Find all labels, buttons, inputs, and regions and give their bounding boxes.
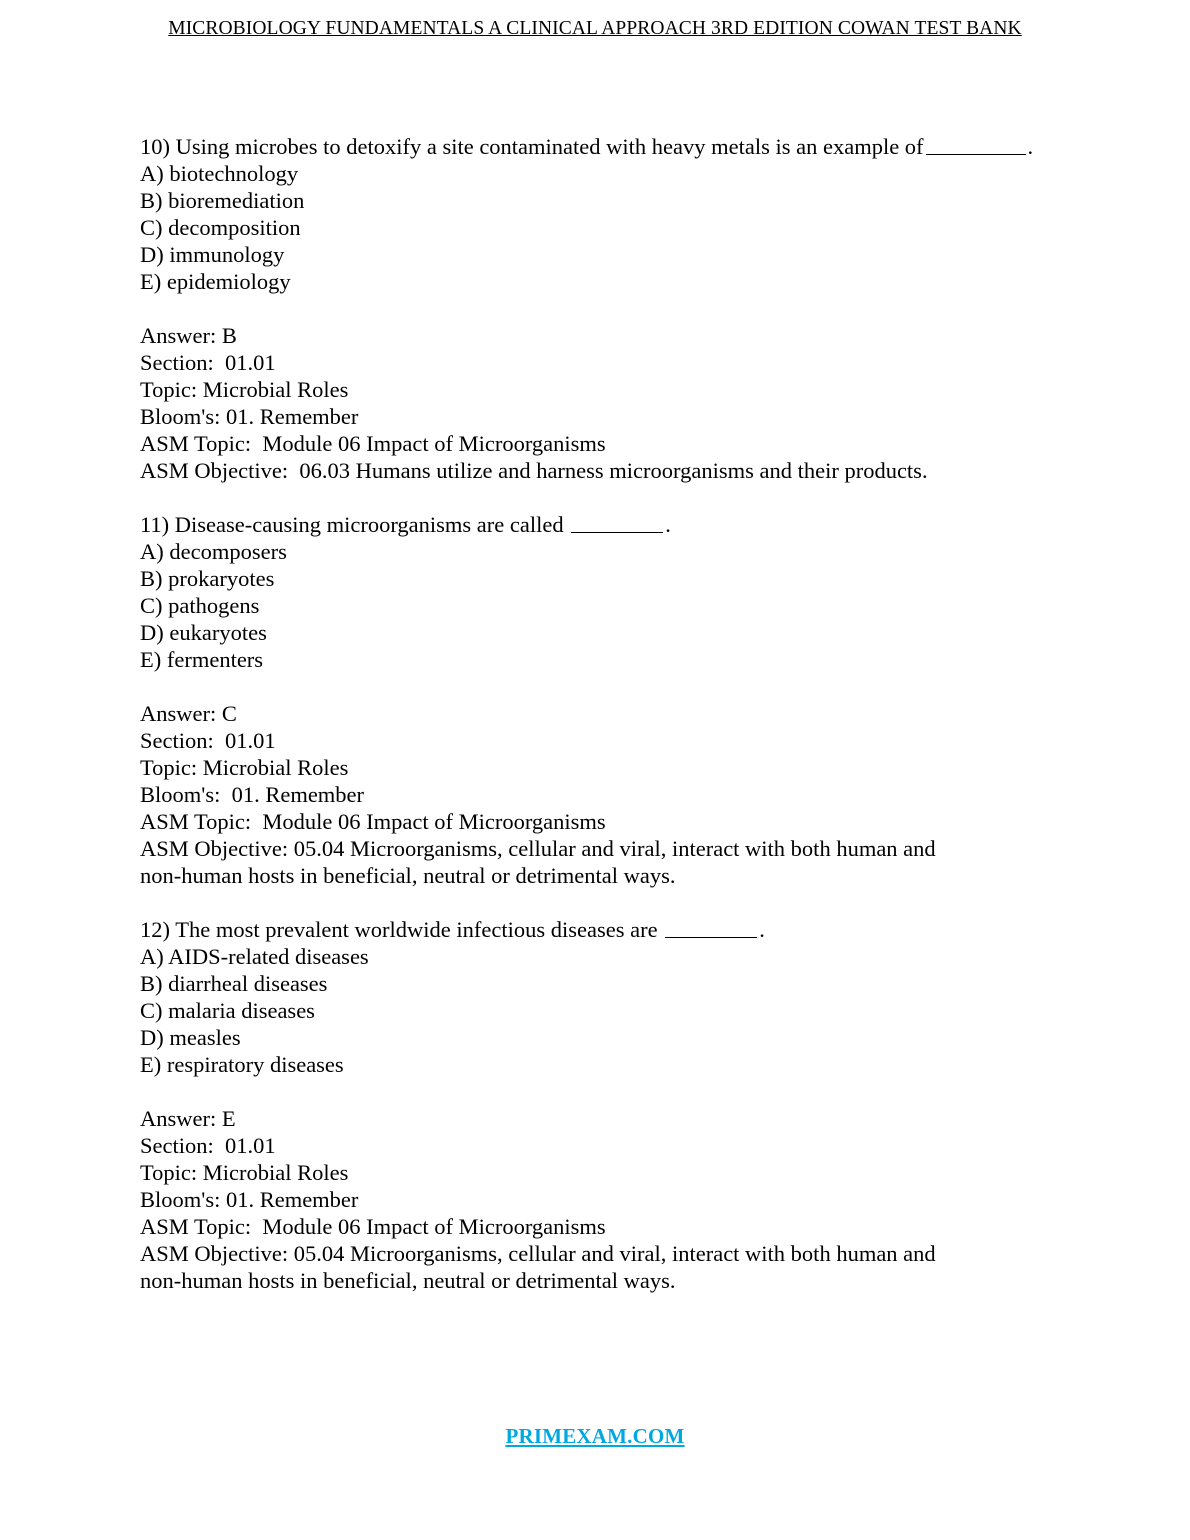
answer-blank bbox=[926, 135, 1026, 155]
option-a: A) decomposers bbox=[140, 539, 287, 564]
question-stem bbox=[140, 133, 1040, 160]
asm-objective-line-continued: non-human hosts in beneficial, neutral or detrimental ways. bbox=[140, 1268, 676, 1293]
question-stem bbox=[140, 916, 1040, 943]
question-stem-suffix: . bbox=[665, 512, 671, 537]
option-e: E) respiratory diseases bbox=[140, 1052, 344, 1077]
blooms-line: Bloom's: 01. Remember bbox=[140, 1187, 359, 1212]
page-header-title: MICROBIOLOGY FUNDAMENTALS A CLINICAL APPROACH 3RD EDITION COWAN TEST BANK bbox=[168, 18, 1022, 39]
topic-line: Topic: Microbial Roles bbox=[140, 377, 349, 402]
section-line: Section: 01.01 bbox=[140, 350, 276, 375]
question-block bbox=[140, 916, 1040, 1078]
option-b: B) prokaryotes bbox=[140, 566, 275, 591]
option-e: E) fermenters bbox=[140, 647, 264, 672]
option-c: C) malaria diseases bbox=[140, 998, 315, 1023]
option-c: C) pathogens bbox=[140, 593, 260, 618]
question-block bbox=[140, 133, 1040, 295]
option-a: A) AIDS-related diseases bbox=[140, 944, 369, 969]
answer-line: Answer: B bbox=[140, 323, 237, 348]
asm-objective-line: ASM Objective: 06.03 Humans utilize and harness microorganisms and their products. bbox=[140, 458, 928, 483]
option-c: C) decomposition bbox=[140, 215, 301, 240]
answer-metadata-block bbox=[140, 322, 1040, 484]
option-e: E) epidemiology bbox=[140, 269, 291, 294]
asm-topic-line: ASM Topic: Module 06 Impact of Microorganisms bbox=[140, 809, 606, 834]
question-stem-text: 12) The most prevalent worldwide infectious diseases are bbox=[140, 917, 664, 942]
topic-line: Topic: Microbial Roles bbox=[140, 755, 349, 780]
answer-metadata-block bbox=[140, 1105, 1040, 1294]
question-stem-text: 11) Disease-causing microorganisms are called bbox=[140, 512, 570, 537]
option-d: D) eukaryotes bbox=[140, 620, 267, 645]
option-b: B) diarrheal diseases bbox=[140, 971, 328, 996]
section-line: Section: 01.01 bbox=[140, 728, 276, 753]
question-stem-suffix: . bbox=[759, 917, 765, 942]
section-line: Section: 01.01 bbox=[140, 1133, 276, 1158]
answer-metadata-block bbox=[140, 700, 1040, 889]
document-body bbox=[140, 133, 1040, 1321]
answer-blank bbox=[571, 513, 663, 533]
asm-objective-line-continued: non-human hosts in beneficial, neutral or detrimental ways. bbox=[140, 863, 676, 888]
question-stem-text: 10) Using microbes to detoxify a site contaminated with heavy metals is an example of bbox=[140, 134, 924, 159]
option-d: D) measles bbox=[140, 1025, 241, 1050]
footer-site-link[interactable]: PRIMEXAM.COM bbox=[505, 1424, 685, 1448]
question-stem bbox=[140, 511, 1040, 538]
answer-line: Answer: E bbox=[140, 1106, 236, 1131]
page-footer bbox=[0, 1424, 1190, 1449]
blooms-line: Bloom's: 01. Remember bbox=[140, 404, 359, 429]
option-b: B) bioremediation bbox=[140, 188, 305, 213]
asm-topic-line: ASM Topic: Module 06 Impact of Microorganisms bbox=[140, 431, 606, 456]
topic-line: Topic: Microbial Roles bbox=[140, 1160, 349, 1185]
option-a: A) biotechnology bbox=[140, 161, 299, 186]
asm-objective-line: ASM Objective: 05.04 Microorganisms, cellular and viral, interact with both human and bbox=[140, 836, 936, 861]
question-stem-suffix: . bbox=[1027, 134, 1034, 159]
answer-line: Answer: C bbox=[140, 701, 237, 726]
asm-objective-line: ASM Objective: 05.04 Microorganisms, cellular and viral, interact with both human and bbox=[140, 1241, 936, 1266]
answer-blank bbox=[665, 918, 757, 938]
blooms-line: Bloom's: 01. Remember bbox=[140, 782, 365, 807]
option-d: D) immunology bbox=[140, 242, 285, 267]
question-block bbox=[140, 511, 1040, 673]
asm-topic-line: ASM Topic: Module 06 Impact of Microorganisms bbox=[140, 1214, 606, 1239]
